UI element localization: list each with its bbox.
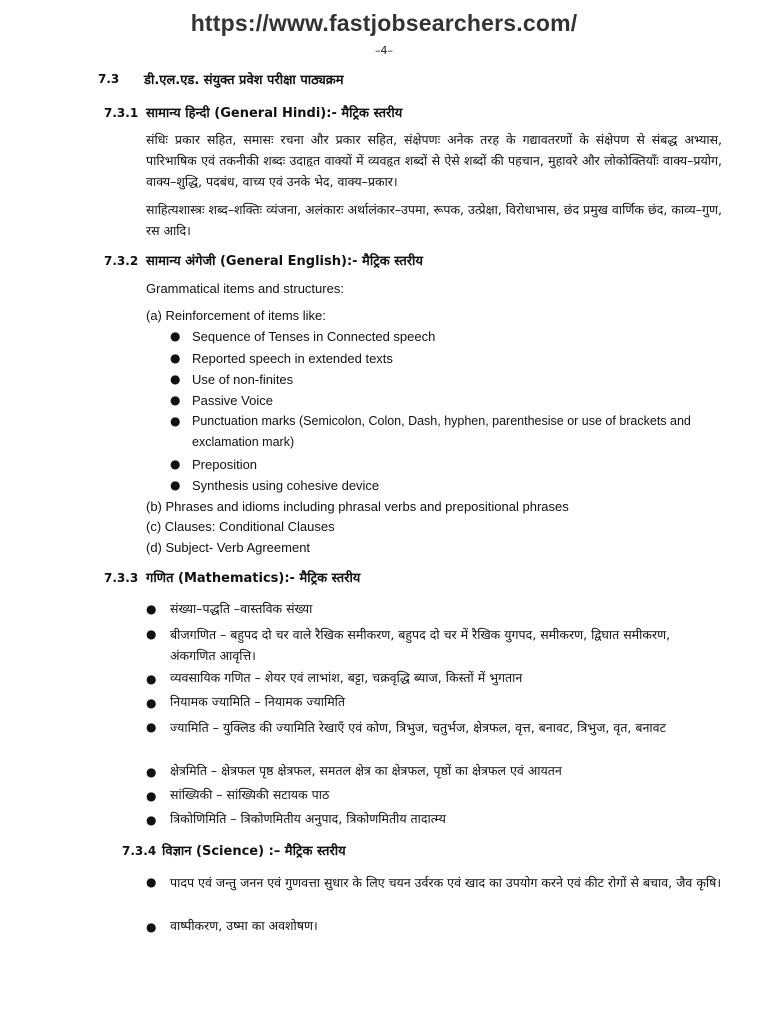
subsection-number-hindi: 7.3.1 [104, 106, 139, 120]
english-bullet: Punctuation marks (Semicolon, Colon, Dash, hyphen, parenthesise or use of brackets and exclamation mark) [192, 414, 691, 449]
source-url: https://www.fastjobsearchers.com/ [190, 10, 578, 36]
bullet-icon: ● [146, 602, 157, 616]
maths-bullet: क्षेत्रमिति – क्षेत्रफल पृष्ठ क्षेत्रफल, समतल क्षेत्र का क्षेत्रफल, पृष्ठों का क्षेत्रफल एवं आयतन [170, 763, 562, 778]
science-bullet: वाष्पीकरण, उष्मा का अवशोषण। [170, 918, 318, 933]
section-title: डी.एल.एड. संयुक्त प्रवेश परीक्षा पाठ्यक्रम [144, 73, 344, 88]
subsection-number-english: 7.3.2 [104, 254, 139, 268]
section-number: 7.3 [98, 72, 120, 86]
subsection-title-english: सामान्य अंगेजी (General English):- मैट्रिक स्तरीय [146, 254, 423, 269]
maths-bullet: व्यवसायिक गणित – शेयर एवं लाभांश, बट्टा, चक्रवृद्धि ब्याज, किस्तों में भुगतान [170, 670, 523, 685]
subsection-number-maths: 7.3.3 [104, 571, 139, 585]
english-item-b: (b) Phrases and idioms including phrasal verbs and prepositional phrases [146, 499, 569, 514]
english-bullet: Passive Voice [192, 393, 273, 408]
bullet-icon: ● [170, 329, 181, 343]
bullet-icon: ● [146, 627, 157, 641]
bullet-icon: ● [170, 457, 181, 471]
bullet-icon: ● [170, 372, 181, 386]
english-item-a: (a) Reinforcement of items like: [146, 308, 326, 323]
science-bullet: पादप एवं जन्तु जनन एवं गुणवत्ता सुधार के लिए चयन उर्वरक एवं खाद का उपयोग करने एवं कीट रोगों से बचाव, जैव कृषि। [170, 875, 722, 890]
subsection-title-science: विज्ञान (Science) :– मैट्रिक स्तरीय [162, 844, 346, 859]
english-bullet: Preposition [192, 457, 258, 472]
bullet-icon: ● [146, 672, 157, 686]
page-number: –4– [375, 44, 393, 57]
maths-bullet: सांख्यिकी – सांख्यिकी सटायक पाठ [170, 787, 330, 802]
bullet-icon: ● [146, 813, 157, 827]
maths-bullet: त्रिकोणिमिति – त्रिकोणमितीय अनुपाद, त्रिकोणमितीय तादात्म्य [170, 811, 446, 826]
subsection-title-maths: गणित (Mathematics):- मैट्रिक स्तरीय [146, 571, 361, 586]
bullet-icon: ● [170, 414, 181, 428]
bullet-icon: ● [146, 875, 157, 889]
subsection-number-science: 7.3.4 [122, 844, 157, 858]
subsection-title-hindi: सामान्य हिन्दी (General Hindi):- मैट्रिक स्तरीय [146, 106, 403, 121]
english-bullet: Synthesis using cohesive device [192, 478, 380, 493]
hindi-paragraph-2: साहित्यशास्त्रः शब्द–शक्तिः व्यंजना, अलंकारः अर्थालंकार–उपमा, रूपक, उत्प्रेक्षा, विरोधाभास, छंद प्रमुख वार्णिक छंद, काव्य–गुण, रस आदि। [146, 202, 722, 238]
english-bullet: Use of non-finites [192, 372, 294, 387]
maths-bullet: ज्यामिति – युक्लिड की ज्यामिति रेखाएँ एवं कोण, त्रिभुज, चतुर्भज, क्षेत्रफल, वृत्त, बनावट, त्रिभुज, वृत, बनावट [170, 720, 666, 735]
bullet-icon: ● [146, 789, 157, 803]
bullet-icon: ● [146, 696, 157, 710]
maths-bullet: बीजगणित – बहुपद दो चर वाले रैखिक समीकरण, बहुपद दो चर में रैखिक युगपद, समीकरण, द्विघात समीकरण, अंकगणित आवृत्ति। [170, 627, 671, 663]
english-bullet: Sequence of Tenses in Connected speech [192, 329, 436, 344]
bullet-icon: ● [146, 765, 157, 779]
bullet-icon: ● [170, 393, 181, 407]
english-intro: Grammatical items and structures: [146, 281, 344, 296]
maths-bullet: नियामक ज्यामिति – नियामक ज्यामिति [170, 694, 346, 709]
bullet-icon: ● [170, 351, 181, 365]
hindi-paragraph-1: संधिः प्रकार सहित, समासः रचना और प्रकार सहित, संक्षेपणः अनेक तरह के गद्यावतरणों के संक्षेपण से संबद्ध अभ्यास, पारिभाषिक एवं तकनीकी शब्दः उदाहृत वाक्यों में व्यवहृत शब्दों से ऐसे शब्दों की पहचान, मुहावरे और लोकोक्तियाँः वाक्य–प्रयोग, वाक्य–शुद्धि, पदबंध, वाच्य एवं उनके भेद, वाक्य–प्रकार। [146, 132, 722, 189]
maths-bullet: संख्या–पद्धति –वास्तविक संख्या [170, 601, 313, 616]
bullet-icon: ● [146, 720, 157, 734]
bullet-icon: ● [170, 478, 181, 492]
english-bullet: Reported speech in extended texts [192, 351, 393, 366]
english-item-d: (d) Subject- Verb Agreement [146, 540, 311, 555]
bullet-icon: ● [146, 920, 157, 934]
english-item-c: (c) Clauses: Conditional Clauses [146, 519, 335, 534]
